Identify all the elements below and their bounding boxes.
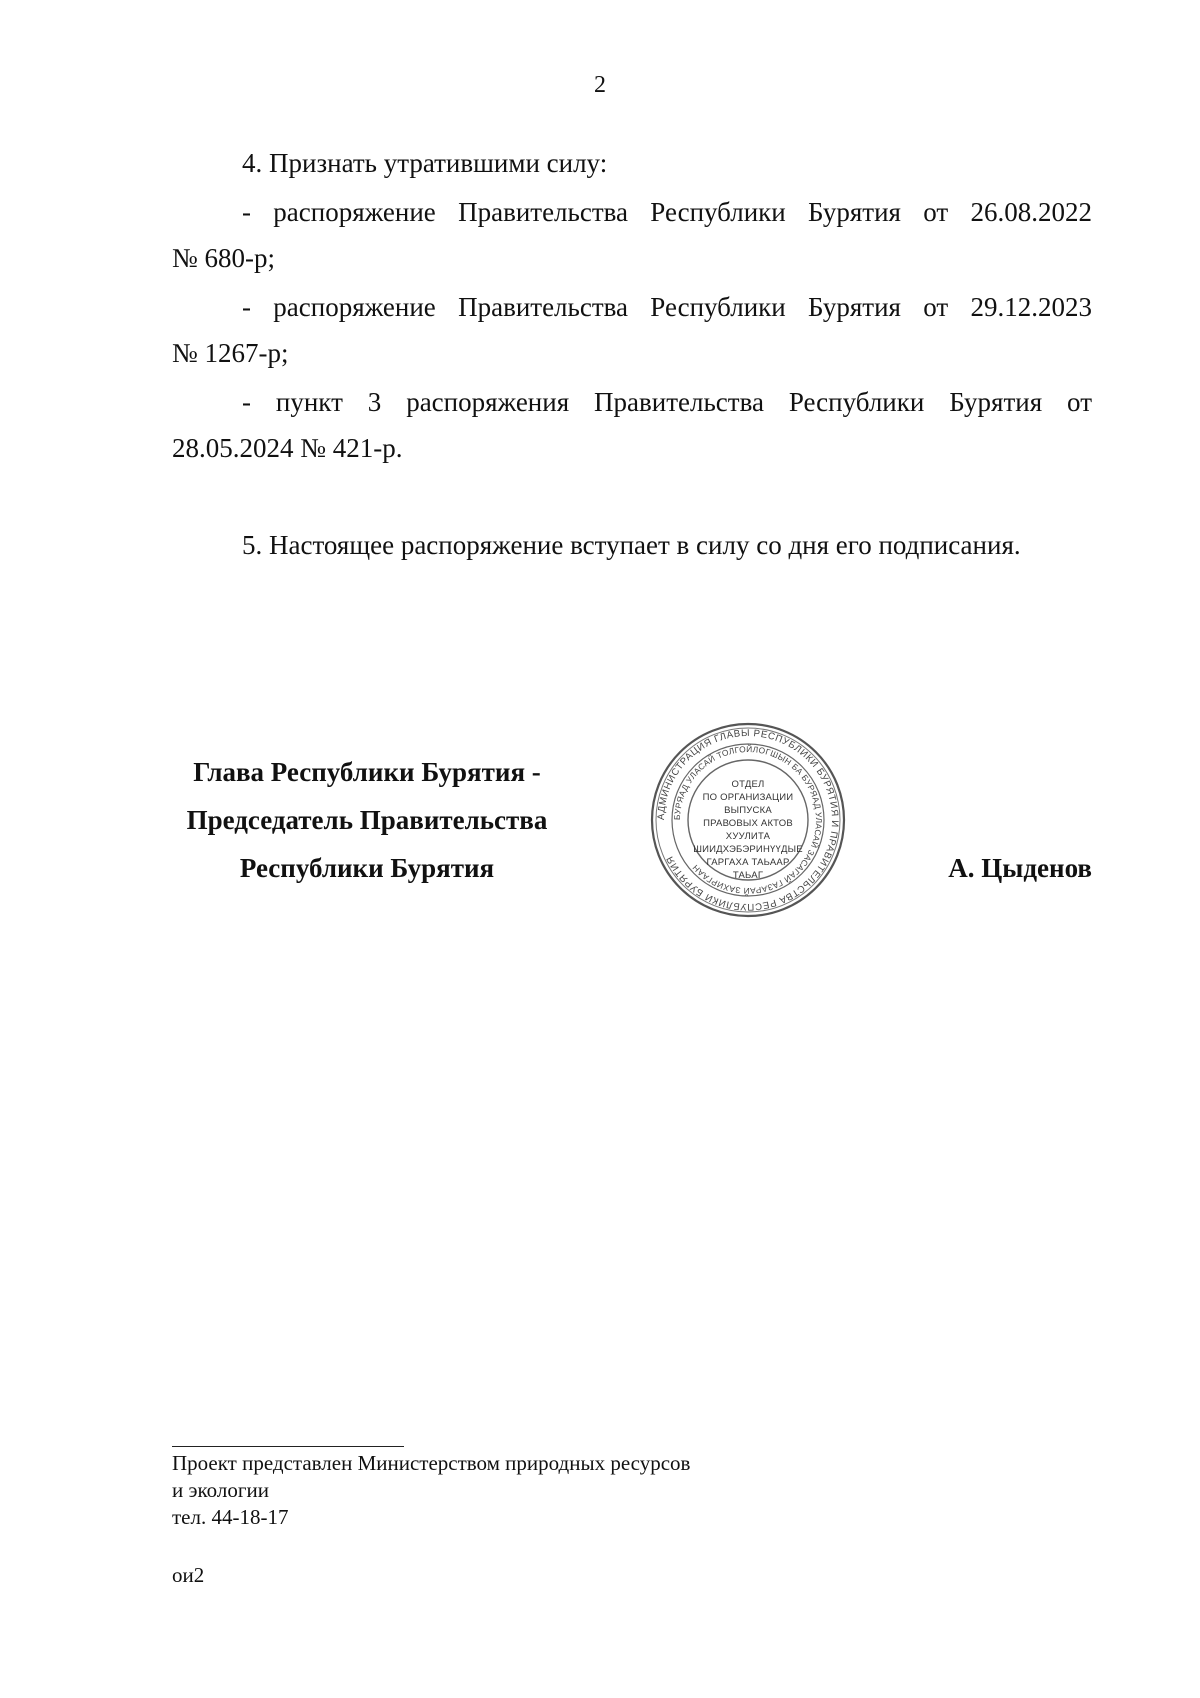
footer-phone: тел. 44-18-17 bbox=[172, 1505, 289, 1529]
list-item-3-line2: 28.05.2024 № 421-р. bbox=[172, 433, 403, 463]
document-body bbox=[172, 140, 1092, 571]
signature-block bbox=[172, 727, 1092, 948]
footer-divider bbox=[172, 1446, 404, 1447]
seal-center-line: ПРАВОВЫХ АКТОВ bbox=[703, 818, 793, 829]
signatory-title-line3: Республики Бурятия bbox=[239, 853, 495, 883]
seal-center-line: ПО ОРГАНИЗАЦИИ bbox=[702, 792, 794, 803]
official-seal bbox=[648, 720, 848, 920]
signatory-title-line2: Председатель Правительства bbox=[186, 805, 548, 835]
seal-center-line: ВЫПУСКА bbox=[724, 805, 772, 816]
footer-note bbox=[172, 1450, 872, 1531]
list-item-2-line2: № 1267-р; bbox=[172, 338, 289, 368]
seal-outer-ring-text: АДМИНИСТРАЦИЯ ГЛАВЫ РЕСПУБЛИКИ БУРЯТИЯ И ПРАВИТЕЛЬСТВА РЕСПУБЛИКИ БУРЯТИЯ bbox=[655, 727, 841, 913]
seal-center-text bbox=[688, 778, 808, 882]
list-item-1 bbox=[172, 189, 1092, 281]
signatory-title bbox=[172, 748, 562, 892]
list-item-3 bbox=[172, 379, 1092, 471]
document-code: ои2 bbox=[172, 1563, 205, 1587]
seal-center-line: ГАРГАХА ТАЬААР bbox=[706, 857, 790, 868]
list-item-2-line1: - распоряжение Правительства Республики Бурятия от 29.12.2023 bbox=[242, 292, 1092, 322]
signatory-title-line1: Глава Республики Бурятия - bbox=[193, 757, 541, 787]
signatory-name: А. Цыденов bbox=[948, 853, 1092, 883]
list-item-2 bbox=[172, 284, 1092, 376]
paragraph-4-heading: 4. Признать утратившими силу: bbox=[242, 148, 608, 178]
spacer bbox=[172, 474, 1092, 522]
list-item-1-line2: № 680-р; bbox=[172, 243, 276, 273]
seal-inner-ring-text: БУРЯАД УЛАСАЙ ТОЛГОЙЛОГШЫН БА БУРЯАД УЛАСАЙ ЗАСАГАЙ ГАЗАРАЙ ЗАХИРГААН bbox=[671, 743, 825, 897]
footer-line2: и экологии bbox=[172, 1478, 269, 1502]
paragraph-5: 5. Настоящее распоряжение вступает в силу со дня его подписания. bbox=[242, 530, 1021, 560]
seal-center-line: ОТДЕЛ bbox=[731, 779, 765, 790]
seal-center-line: ТАЬАГ bbox=[732, 870, 764, 881]
seal-center-line: ШИИДХЭБЭРИНҮҮДЫЕ bbox=[693, 844, 803, 855]
seal-center-line: ХУУЛИТА bbox=[725, 831, 771, 842]
list-item-1-line1: - распоряжение Правительства Республики Бурятия от 26.08.2022 bbox=[242, 197, 1092, 227]
footer-line1: Проект представлен Министерством природных ресурсов bbox=[172, 1451, 691, 1475]
list-item-3-line1: - пункт 3 распоряжения Правительства Республики Бурятия от bbox=[242, 387, 1092, 417]
page-number: 2 bbox=[594, 72, 606, 98]
